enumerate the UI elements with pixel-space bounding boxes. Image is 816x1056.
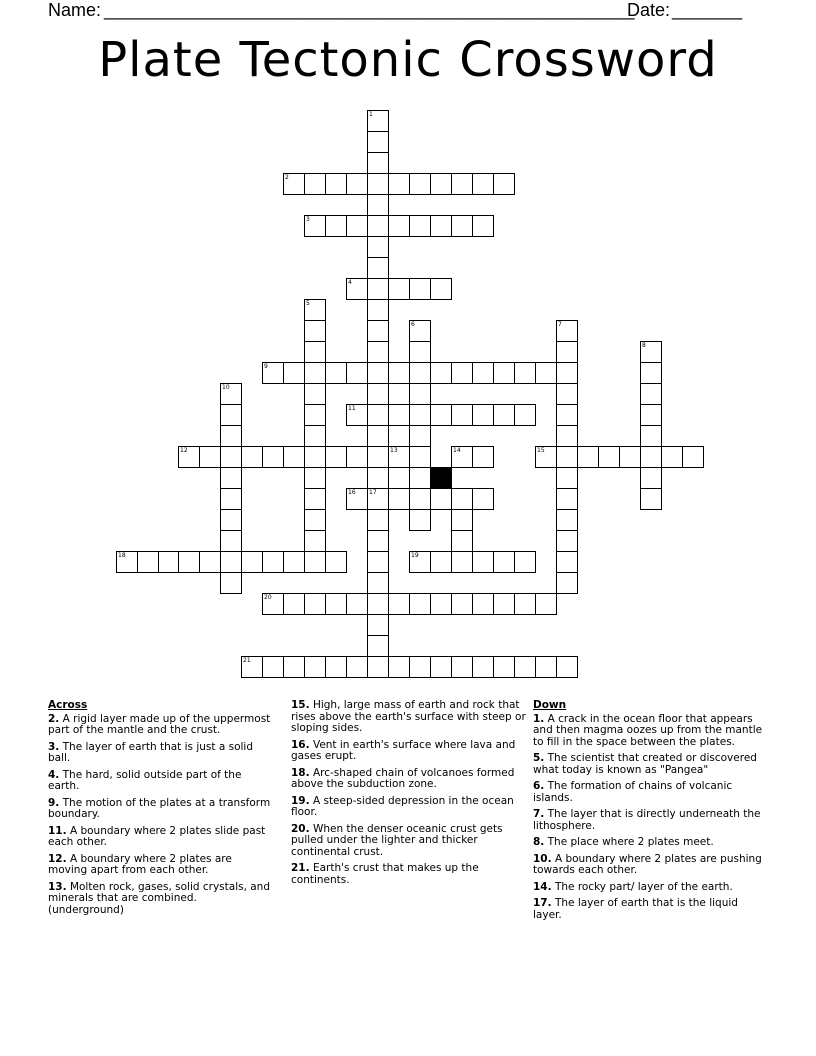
- grid-cell[interactable]: [598, 446, 620, 468]
- grid-cell[interactable]: [367, 383, 389, 405]
- grid-cell[interactable]: [367, 194, 389, 216]
- grid-cell[interactable]: [514, 362, 536, 384]
- clue-text: Vent in earth's surface where lava and gases erupt.: [291, 738, 516, 762]
- clue-number-label: 7.: [533, 808, 545, 820]
- grid-cell[interactable]: [556, 551, 578, 573]
- clue-item: [48, 742, 273, 765]
- grid-cell[interactable]: [556, 446, 578, 468]
- clue-text: When the denser oceanic crust gets pulled under the lighter and thicker continental crust.: [291, 822, 503, 858]
- clue-text: The formation of chains of volcanic islands.: [533, 780, 733, 804]
- grid-cell[interactable]: [304, 488, 326, 510]
- grid-cell[interactable]: [472, 593, 494, 615]
- grid-cell[interactable]: [640, 404, 662, 426]
- grid-cell[interactable]: [535, 656, 557, 678]
- grid-cell[interactable]: [556, 425, 578, 447]
- grid-cell[interactable]: [493, 362, 515, 384]
- grid-cell[interactable]: [283, 362, 305, 384]
- grid-cell[interactable]: [514, 404, 536, 426]
- grid-cell[interactable]: [241, 551, 263, 573]
- grid-cell[interactable]: [283, 446, 305, 468]
- grid-cell[interactable]: [220, 425, 242, 447]
- grid-cell[interactable]: [262, 656, 284, 678]
- grid-cell[interactable]: [304, 404, 326, 426]
- clue-number-label: 12.: [48, 852, 67, 865]
- grid-cell[interactable]: [220, 488, 242, 510]
- grid-cell[interactable]: [430, 488, 452, 510]
- clue-number: 12: [180, 447, 188, 454]
- across-heading: Across: [48, 699, 88, 711]
- clue-text: A steep-sided depression in the ocean floor.: [291, 794, 514, 818]
- grid-cell[interactable]: [556, 341, 578, 363]
- grid-cell[interactable]: [409, 593, 431, 615]
- grid-cell[interactable]: [451, 509, 473, 531]
- grid-cell[interactable]: [304, 320, 326, 342]
- grid-cell[interactable]: [346, 362, 368, 384]
- clue-item: [533, 882, 763, 894]
- grid-cell[interactable]: [556, 488, 578, 510]
- grid-cell[interactable]: [367, 614, 389, 636]
- grid-cell[interactable]: [304, 383, 326, 405]
- grid-cell[interactable]: [367, 635, 389, 657]
- grid-cell[interactable]: [325, 656, 347, 678]
- grid-cell[interactable]: [556, 467, 578, 489]
- clue-number: 14: [453, 447, 461, 454]
- grid-cell[interactable]: [409, 488, 431, 510]
- grid-cell[interactable]: [220, 551, 242, 573]
- grid-cell[interactable]: [640, 383, 662, 405]
- grid-cell[interactable]: [556, 383, 578, 405]
- grid-cell[interactable]: [388, 215, 410, 237]
- grid-cell[interactable]: [682, 446, 704, 468]
- clue-text: Arc-shaped chain of volcanoes formed above the subduction zone.: [291, 766, 515, 790]
- clue-item: [533, 714, 763, 749]
- grid-cell[interactable]: [514, 593, 536, 615]
- grid-cell[interactable]: [451, 173, 473, 195]
- grid-cell[interactable]: [304, 446, 326, 468]
- grid-cell[interactable]: [346, 593, 368, 615]
- page-title: Plate Tectonic Crossword: [98, 32, 718, 88]
- grid-cell[interactable]: [367, 551, 389, 573]
- black-cell: [430, 467, 452, 489]
- clue-number-label: 6.: [533, 780, 545, 792]
- grid-cell[interactable]: [493, 551, 515, 573]
- clue-number: 5: [306, 300, 310, 307]
- clue-number: 16: [348, 489, 356, 496]
- clue-text: A boundary where 2 plates are pushing towards each other.: [533, 852, 762, 876]
- clue-item: [291, 863, 526, 886]
- clue-item: [533, 781, 763, 804]
- grid-cell[interactable]: [409, 341, 431, 363]
- clue-text: The layer that is directly underneath the lithosphere.: [533, 808, 761, 832]
- clue-number: 6: [411, 321, 415, 328]
- grid-cell[interactable]: [304, 551, 326, 573]
- grid-cell[interactable]: [430, 215, 452, 237]
- grid-cell[interactable]: [346, 215, 368, 237]
- grid-cell[interactable]: [409, 215, 431, 237]
- clue-text: The motion of the plates at a transform boundary.: [48, 796, 271, 820]
- grid-cell[interactable]: [472, 215, 494, 237]
- grid-cell[interactable]: [325, 215, 347, 237]
- date-label: Date:: [627, 0, 671, 20]
- clue-number-label: 3.: [48, 740, 60, 753]
- grid-cell[interactable]: [451, 404, 473, 426]
- clue-number-label: 20.: [291, 822, 310, 835]
- grid-cell[interactable]: [367, 320, 389, 342]
- grid-cell[interactable]: [640, 446, 662, 468]
- clue-number-label: 13.: [48, 880, 67, 893]
- grid-cell[interactable]: [346, 446, 368, 468]
- grid-cell[interactable]: [367, 425, 389, 447]
- clue-number: 1: [369, 111, 373, 118]
- grid-cell[interactable]: [472, 488, 494, 510]
- grid-cell[interactable]: [220, 530, 242, 552]
- grid-cell[interactable]: [283, 551, 305, 573]
- grid-cell[interactable]: [451, 593, 473, 615]
- grid-cell[interactable]: [367, 215, 389, 237]
- grid-cell[interactable]: [430, 278, 452, 300]
- grid-cell[interactable]: [388, 656, 410, 678]
- grid-cell[interactable]: [430, 173, 452, 195]
- grid-cell[interactable]: [472, 656, 494, 678]
- clue-item: [291, 768, 526, 791]
- clue-number: 20: [264, 594, 272, 601]
- clue-item: [48, 882, 273, 917]
- clue-number-label: 16.: [291, 738, 310, 751]
- grid-cell[interactable]: [304, 467, 326, 489]
- grid-cell[interactable]: [556, 362, 578, 384]
- clue-number-label: 1.: [533, 712, 545, 725]
- grid-cell[interactable]: [640, 467, 662, 489]
- clue-text: The layer of earth that is the liquid layer.: [533, 897, 738, 921]
- grid-cell[interactable]: [577, 446, 599, 468]
- clue-text: High, large mass of earth and rock that rises above the earth's surface with steep or sloping sides.: [291, 699, 526, 734]
- clue-text: The layer of earth that is just a solid ball.: [48, 740, 254, 764]
- grid-cell[interactable]: [304, 362, 326, 384]
- grid-cell[interactable]: [493, 173, 515, 195]
- clue-number-label: 10.: [533, 852, 552, 865]
- grid-cell[interactable]: [556, 572, 578, 594]
- grid-cell[interactable]: [262, 446, 284, 468]
- grid-cell[interactable]: [472, 446, 494, 468]
- clue-text: The rocky part/ layer of the earth.: [551, 880, 733, 893]
- clue-number: 17: [369, 489, 377, 496]
- clue-item: [48, 826, 273, 849]
- grid-cell[interactable]: [535, 593, 557, 615]
- grid-cell[interactable]: [430, 362, 452, 384]
- grid-cell[interactable]: [430, 404, 452, 426]
- clue-number-label: 2.: [48, 712, 60, 725]
- grid-cell[interactable]: [409, 404, 431, 426]
- clue-number: 21: [243, 657, 251, 664]
- clue-item: [291, 700, 526, 735]
- clue-number-label: 9.: [48, 796, 60, 809]
- clue-number: 7: [558, 321, 562, 328]
- grid-cell[interactable]: [220, 572, 242, 594]
- grid-cell[interactable]: [430, 551, 452, 573]
- grid-cell[interactable]: [388, 404, 410, 426]
- across-clues: [48, 700, 273, 921]
- grid-cell[interactable]: [367, 572, 389, 594]
- clue-text: The place where 2 plates meet.: [544, 836, 714, 848]
- grid-cell[interactable]: [451, 530, 473, 552]
- grid-cell[interactable]: [556, 530, 578, 552]
- clue-item: [48, 854, 273, 877]
- grid-cell[interactable]: [430, 656, 452, 678]
- grid-cell[interactable]: [283, 656, 305, 678]
- clue-item: [48, 714, 273, 737]
- grid-cell[interactable]: [451, 551, 473, 573]
- grid-cell[interactable]: [388, 278, 410, 300]
- grid-cell[interactable]: [283, 593, 305, 615]
- grid-cell[interactable]: [430, 593, 452, 615]
- grid-cell[interactable]: [220, 467, 242, 489]
- grid-cell[interactable]: [367, 593, 389, 615]
- clue-text: A rigid layer made up of the uppermost part of the mantle and the crust.: [48, 712, 271, 736]
- grid-cell[interactable]: [367, 656, 389, 678]
- grid-cell[interactable]: [451, 656, 473, 678]
- clue-number-label: 4.: [48, 768, 60, 781]
- grid-cell[interactable]: [346, 656, 368, 678]
- clue-text: The hard, solid outside part of the earth.: [48, 768, 242, 792]
- grid-cell[interactable]: [367, 278, 389, 300]
- grid-cell[interactable]: [367, 236, 389, 258]
- clue-text: A boundary where 2 plates are moving apart from each other.: [48, 852, 232, 876]
- grid-cell[interactable]: [388, 593, 410, 615]
- grid-cell[interactable]: [241, 446, 263, 468]
- grid-cell[interactable]: [388, 362, 410, 384]
- grid-cell[interactable]: [325, 173, 347, 195]
- grid-cell[interactable]: [409, 446, 431, 468]
- grid-cell[interactable]: [367, 173, 389, 195]
- grid-cell[interactable]: [388, 173, 410, 195]
- grid-cell[interactable]: [388, 488, 410, 510]
- grid-cell[interactable]: [367, 299, 389, 321]
- grid-cell[interactable]: [556, 509, 578, 531]
- grid-cell[interactable]: [220, 404, 242, 426]
- grid-cell[interactable]: [137, 551, 159, 573]
- clue-number: 11: [348, 405, 356, 412]
- grid-cell[interactable]: [178, 551, 200, 573]
- grid-cell[interactable]: [367, 446, 389, 468]
- clue-item: [533, 809, 763, 832]
- clue-number: 4: [348, 279, 352, 286]
- grid-cell[interactable]: [493, 404, 515, 426]
- grid-cell[interactable]: [409, 467, 431, 489]
- grid-cell[interactable]: [220, 446, 242, 468]
- grid-cell[interactable]: [493, 656, 515, 678]
- name-line[interactable]: _____________________________________________________: [104, 0, 635, 20]
- clue-number-label: 15.: [291, 699, 310, 711]
- clue-item: [48, 770, 273, 793]
- grid-cell[interactable]: [325, 446, 347, 468]
- grid-cell[interactable]: [304, 593, 326, 615]
- grid-cell[interactable]: [367, 404, 389, 426]
- grid-cell[interactable]: [262, 551, 284, 573]
- clue-number-label: 17.: [533, 897, 552, 909]
- grid-cell[interactable]: [514, 551, 536, 573]
- grid-cell[interactable]: [472, 362, 494, 384]
- grid-cell[interactable]: [409, 425, 431, 447]
- grid-cell[interactable]: [451, 215, 473, 237]
- grid-cell[interactable]: [493, 593, 515, 615]
- clue-number: 8: [642, 342, 646, 349]
- grid-cell[interactable]: [640, 425, 662, 447]
- clue-item: [291, 740, 526, 763]
- grid-cell[interactable]: [367, 152, 389, 174]
- clue-text: A boundary where 2 plates slide past each other.: [48, 824, 266, 848]
- down-clues: [533, 700, 763, 926]
- grid-cell[interactable]: [158, 551, 180, 573]
- clue-number: 2: [285, 174, 289, 181]
- clue-item: [533, 898, 763, 921]
- grid-cell[interactable]: [619, 446, 641, 468]
- clue-item: [291, 824, 526, 859]
- grid-cell[interactable]: [346, 173, 368, 195]
- grid-cell[interactable]: [304, 341, 326, 363]
- name-label: Name:: [48, 0, 102, 20]
- clue-number: 10: [222, 384, 230, 391]
- grid-cell[interactable]: [451, 488, 473, 510]
- grid-cell[interactable]: [535, 362, 557, 384]
- clue-number-label: 19.: [291, 794, 310, 807]
- grid-cell[interactable]: [472, 173, 494, 195]
- across-clues-continued: [291, 700, 526, 891]
- grid-cell[interactable]: [220, 509, 242, 531]
- grid-cell[interactable]: [409, 656, 431, 678]
- grid-cell[interactable]: [451, 362, 473, 384]
- clue-number-label: 5.: [533, 752, 545, 764]
- grid-cell[interactable]: [199, 551, 221, 573]
- grid-cell[interactable]: [556, 404, 578, 426]
- clue-number-label: 11.: [48, 824, 67, 837]
- grid-cell[interactable]: [409, 383, 431, 405]
- clue-text: Molten rock, gases, solid crystals, and minerals that are combined. (underground): [48, 880, 271, 916]
- clue-number-label: 8.: [533, 836, 545, 848]
- grid-cell[interactable]: [367, 257, 389, 279]
- grid-cell[interactable]: [472, 404, 494, 426]
- grid-cell[interactable]: [304, 425, 326, 447]
- clue-item: [291, 796, 526, 819]
- grid-cell[interactable]: [304, 530, 326, 552]
- grid-cell[interactable]: [367, 467, 389, 489]
- grid-cell[interactable]: [514, 656, 536, 678]
- grid-cell[interactable]: [640, 362, 662, 384]
- clue-item: [48, 798, 273, 821]
- clue-item: [533, 837, 763, 849]
- grid-cell[interactable]: [325, 551, 347, 573]
- grid-cell[interactable]: [409, 362, 431, 384]
- grid-cell[interactable]: [304, 656, 326, 678]
- grid-cell[interactable]: [472, 551, 494, 573]
- grid-cell[interactable]: [325, 593, 347, 615]
- grid-cell[interactable]: [199, 446, 221, 468]
- grid-cell[interactable]: [367, 131, 389, 153]
- grid-cell[interactable]: [409, 278, 431, 300]
- down-heading: Down: [533, 699, 567, 711]
- grid-cell[interactable]: [304, 173, 326, 195]
- clue-number: 3: [306, 216, 310, 223]
- grid-cell[interactable]: [661, 446, 683, 468]
- grid-cell[interactable]: [556, 656, 578, 678]
- grid-cell[interactable]: [367, 341, 389, 363]
- clue-number: 9: [264, 363, 268, 370]
- clue-number: 13: [390, 447, 398, 454]
- grid-cell[interactable]: [325, 362, 347, 384]
- clue-item: [533, 753, 763, 776]
- grid-cell[interactable]: [640, 488, 662, 510]
- clue-item: [533, 854, 763, 877]
- grid-cell[interactable]: [409, 509, 431, 531]
- grid-cell[interactable]: [367, 362, 389, 384]
- grid-cell[interactable]: [409, 173, 431, 195]
- clue-text: The scientist that created or discovered what today is known as "Pangea": [533, 752, 757, 776]
- clue-number-label: 18.: [291, 766, 310, 779]
- grid-cell[interactable]: [367, 530, 389, 552]
- clue-number: 18: [118, 552, 126, 559]
- date-line[interactable]: _______: [672, 0, 743, 20]
- clue-number-label: 21.: [291, 862, 310, 874]
- clue-text: A crack in the ocean floor that appears and then magma oozes up from the mantle to fill in the space between the plates.: [533, 712, 763, 748]
- grid-cell[interactable]: [304, 509, 326, 531]
- clue-number-label: 14.: [533, 880, 552, 893]
- grid-cell[interactable]: [367, 509, 389, 531]
- clue-number: 15: [537, 447, 545, 454]
- clue-number: 19: [411, 552, 419, 559]
- clue-text: Earth's crust that makes up the continents.: [291, 862, 479, 886]
